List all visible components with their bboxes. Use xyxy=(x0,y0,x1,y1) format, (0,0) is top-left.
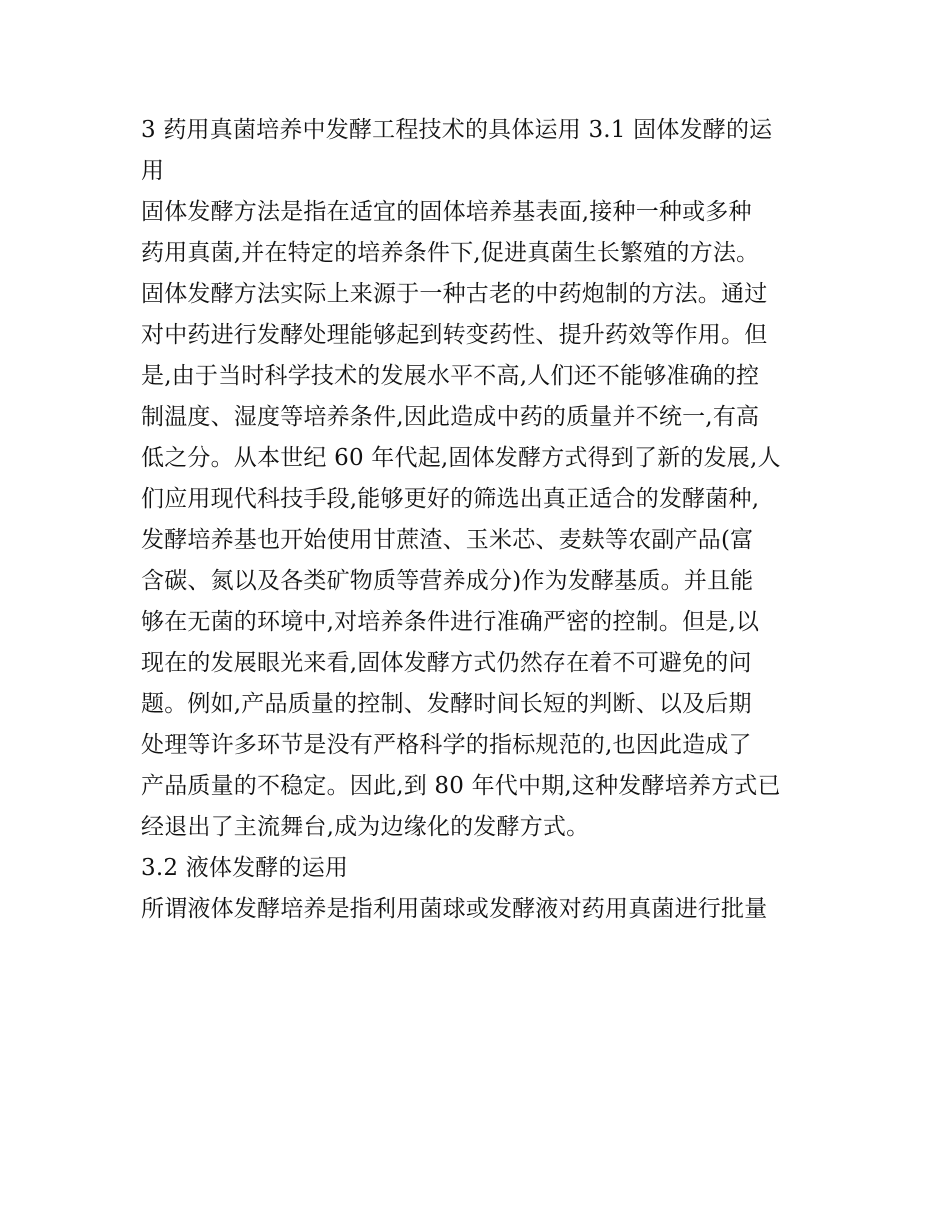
paragraph-line: 们应用现代科技手段,能够更好的筛选出真正适合的发酵菌种, xyxy=(141,486,760,512)
paragraph-line: 是,由于当时科学技术的发展水平不高,人们还不能够准确的控 xyxy=(141,363,760,389)
paragraph-line: 经退出了主流舞台,成为边缘化的发酵方式。 xyxy=(141,814,590,840)
paragraph-line: 现在的发展眼光来看,固体发酵方式仍然存在着不可避免的问 xyxy=(141,650,752,676)
paragraph-line: 处理等许多环节是没有严格科学的指标规范的,也因此造成了 xyxy=(141,732,752,758)
section-heading-3-1: 3 药用真菌培养中发酵工程技术的具体运用 3.1 固体发酵的运 xyxy=(141,117,773,143)
document-page xyxy=(141,110,813,930)
paragraph-line: 固体发酵方法是指在适宜的固体培养基表面,接种一种或多种 xyxy=(141,199,752,225)
paragraph-line: 制温度、湿度等培养条件,因此造成中药的质量并不统一,有高 xyxy=(141,404,760,430)
paragraph-line: 低之分。从本世纪 60 年代起,固体发酵方式得到了新的发展,人 xyxy=(141,445,781,471)
paragraph-line: 所谓液体发酵培养是指利用菌球或发酵液对药用真菌进行批量 xyxy=(141,896,768,922)
paragraph-line: 题。例如,产品质量的控制、发酵时间长短的判断、以及后期 xyxy=(141,691,752,717)
paragraph-line: 对中药进行发酵处理能够起到转变药性、提升药效等作用。但 xyxy=(141,322,768,348)
paragraph-line: 固体发酵方法实际上来源于一种古老的中药炮制的方法。通过 xyxy=(141,281,768,307)
paragraph-line: 含碳、氮以及各类矿物质等营养成分)作为发酵基质。并且能 xyxy=(141,568,754,594)
section-heading-3-1-cont: 用 xyxy=(141,158,165,184)
paragraph-line: 产品质量的不稳定。因此,到 80 年代中期,这种发酵培养方式已 xyxy=(141,773,781,799)
paragraph-line: 发酵培养基也开始使用甘蔗渣、玉米芯、麦麸等农副产品(富 xyxy=(141,527,754,553)
section-heading-3-2: 3.2 液体发酵的运用 xyxy=(141,855,349,881)
paragraph-line: 够在无菌的环境中,对培养条件进行准确严密的控制。但是,以 xyxy=(141,609,760,635)
paragraph-line: 药用真菌,并在特定的培养条件下,促进真菌生长繁殖的方法。 xyxy=(141,240,760,266)
